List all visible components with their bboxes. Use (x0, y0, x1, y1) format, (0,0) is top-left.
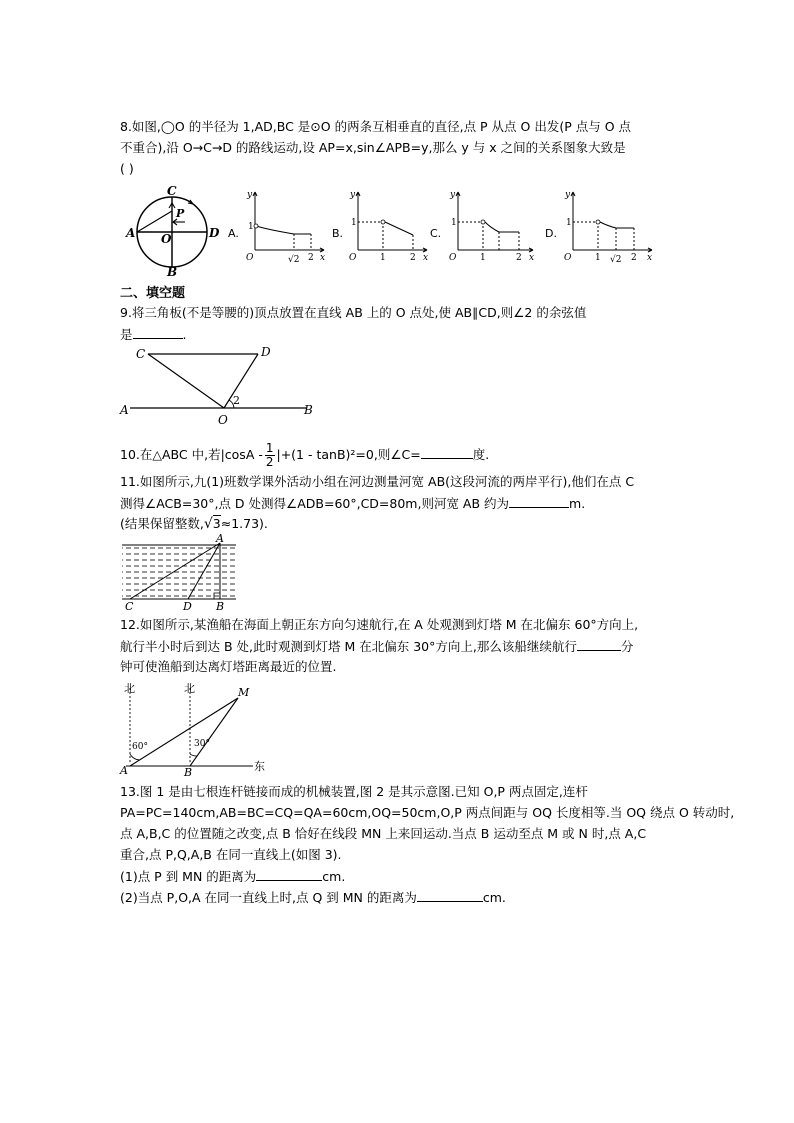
q10-suffix: 度. (472, 447, 490, 462)
q13-line4: 重合,点 P,Q,A,B 在同一直线上(如图 3). (120, 847, 342, 862)
q9-line2-prefix: 是 (120, 327, 133, 342)
q8-d-xtick-1: 1 (595, 253, 601, 263)
q11-line3-suffix: ≈1.73). (220, 516, 268, 531)
q8-d-ytick: 1 (566, 218, 572, 228)
q8-b-xtick-2: 2 (410, 253, 416, 263)
q8-b-axis-y: y (350, 190, 356, 200)
q12-label-north2: 北 (184, 682, 195, 695)
q12-label-m: M (238, 686, 250, 699)
q12-figure (118, 680, 273, 778)
q8-c-axis-y: y (450, 190, 456, 200)
q13-sub1 (120, 868, 345, 885)
q8-c-xtick-2: 2 (516, 253, 522, 263)
q9-answer-blank (133, 326, 183, 339)
q13-line1: 13.图 1 是由七根连杆链接而成的机械装置,图 2 是其示意图.已知 O,P 两点固定,连杆 (120, 784, 588, 799)
q11-line1: 11.如图所示,九(1)班数学课外活动小组在河边测量河宽 AB(这段河流的两岸平行),他们在点 C (120, 474, 635, 489)
q8-label-c: C (167, 185, 177, 198)
q9-label-c: C (136, 347, 146, 361)
q11-figure (118, 533, 243, 613)
q8-b-xtick-1: 1 (380, 253, 386, 263)
q8-d-axis-x: x (647, 253, 653, 263)
q8-option-c-graph (443, 188, 538, 266)
q10-fraction (265, 442, 275, 469)
q8-option-b-graph (343, 188, 431, 266)
q8-c-origin: O (449, 253, 457, 263)
q8-line3: ( ) (120, 161, 134, 176)
q10-frac-den: 2 (265, 455, 274, 469)
q11-line2-text: 测得∠ACB=30°,点 D 处测得∠ADB=60°,CD=80m,则河宽 AB 约为 (120, 496, 510, 511)
q8-option-c-label: C. (430, 227, 442, 240)
q12-label-60: 60° (132, 742, 148, 752)
q12-label-30: 30° (194, 739, 210, 749)
q11-line2 (120, 495, 585, 512)
q11-line2-unit: m. (569, 496, 586, 511)
q8-d-xtick-3: 2 (631, 253, 637, 263)
q12-line2-text: 航行半小时后到达 B 处,此时观测到灯塔 M 在北偏东 30°方向上,那么该船继续航行 (120, 639, 577, 654)
q8-a-xtick-1: √2 (288, 255, 300, 265)
q8-label-d: D (209, 226, 220, 240)
q8-circle-figure (125, 185, 220, 277)
q11-sqrt (204, 516, 221, 532)
q8-label-p: P (176, 207, 185, 220)
q8-c-ytick: 1 (451, 218, 457, 228)
q12-line1: 12.如图所示,某渔船在海面上朝正东方向匀速航行,在 A 处观测到灯塔 M 在北偏东 60°方向上, (120, 617, 639, 632)
q8-a-xtick-2: 2 (308, 253, 314, 263)
q13-sub1-text: (1)点 P 到 MN 的距离为 (120, 869, 257, 884)
q8-label-b: B (167, 265, 178, 277)
q9-line2 (120, 326, 187, 343)
q8-option-a-label: A. (228, 227, 239, 240)
q11-label-d: D (183, 600, 192, 613)
q8-c-xtick-1: 1 (480, 253, 486, 263)
q13-line2: PA=PC=140cm,AB=BC=CQ=QA=60cm,OQ=50cm,O,P 两点间距与 OQ 长度相等.当 OQ 绕点 O 转动时, (120, 805, 735, 820)
q8-option-d-label: D. (545, 227, 557, 240)
q8-a-axis-x: x (320, 253, 326, 263)
q9-label-angle: 2 (233, 394, 240, 407)
q8-a-axis-y: y (247, 190, 253, 200)
q13-sub1-unit: cm. (322, 869, 346, 884)
q13-sub2 (120, 889, 506, 906)
q13-sub2-unit: cm. (482, 890, 506, 905)
q8-line1: 8.如图,◯O 的半径为 1,AD,BC 是⊙O 的两条互相垂直的直径,点 P 从点 O 出发(P 点与 O 点 (120, 119, 632, 134)
q11-line3 (120, 516, 268, 532)
q13-line3: 点 A,B,C 的位置随之改变,点 B 恰好在线段 MN 上来回运动.当点 B 运动至点 M 或 N 时,点 A,C (120, 826, 647, 841)
q13-sub2-text: (2)当点 P,O,A 在同一直线上时,点 Q 到 MN 的距离为 (120, 890, 417, 905)
q8-option-d-graph (558, 188, 656, 266)
q10-middle: |+(1 - tanB)²=0,则∠C= (276, 447, 421, 462)
q8-b-axis-x: x (423, 253, 429, 263)
q8-line2: 不重合),沿 O→C→D 的路线运动,设 AP=x,sin∠APB=y,那么 y 与 x 之间的关系图象大致是 (120, 140, 626, 155)
q10-line (120, 440, 489, 470)
q8-d-xtick-2: √2 (610, 255, 622, 265)
q10-frac-num: 1 (265, 441, 274, 455)
q8-option-b-label: B. (332, 227, 344, 240)
q12-answer-blank (577, 638, 621, 651)
q11-label-b: B (216, 600, 225, 613)
q8-label-a: A (126, 226, 136, 240)
q12-line2-suffix: 分 (620, 639, 634, 654)
q9-label-b: B (304, 403, 313, 417)
q9-figure (118, 342, 323, 430)
q12-label-east: 东 (254, 760, 265, 773)
q13-sub2-blank (417, 889, 483, 902)
q12-line2 (120, 638, 633, 655)
q8-d-axis-y: y (565, 190, 571, 200)
q8-option-a-graph (240, 188, 328, 266)
q11-sqrt-sign: √ (203, 516, 213, 532)
q9-label-o: O (218, 413, 228, 427)
q12-label-b: B (184, 766, 193, 778)
q12-label-a: A (120, 764, 128, 777)
q10-answer-blank (421, 446, 473, 459)
q8-label-o: O (161, 232, 172, 246)
q12-label-north1: 北 (124, 682, 135, 695)
q9-line1: 9.将三角板(不是等腰的)顶点放置在直线 AB 上的 O 点处,使 AB∥CD,则∠2 的余弦值 (120, 305, 587, 320)
q9-line2-suffix: . (182, 327, 187, 342)
q8-b-origin: O (349, 253, 357, 263)
q11-label-a: A (216, 533, 224, 545)
q9-label-d: D (261, 345, 271, 359)
section-heading: 二、填空题 (120, 285, 186, 300)
q8-b-ytick: 1 (351, 218, 357, 228)
q11-label-c: C (125, 600, 134, 613)
q9-label-a: A (120, 403, 129, 417)
q10-prefix: 10.在△ABC 中,若|cosA - (120, 447, 263, 462)
q11-line3-prefix: (结果保留整数, (120, 516, 204, 531)
q8-d-origin: O (564, 253, 572, 263)
q8-c-axis-x: x (529, 253, 535, 263)
q8-a-ytick: 1 (248, 222, 254, 232)
q12-line3: 钟可使渔船到达离灯塔距离最近的位置. (120, 659, 337, 674)
q13-sub1-blank (256, 868, 322, 881)
q8-a-origin: O (246, 253, 254, 263)
q11-answer-blank (509, 495, 569, 508)
q11-sqrt-num: 3 (212, 516, 221, 531)
